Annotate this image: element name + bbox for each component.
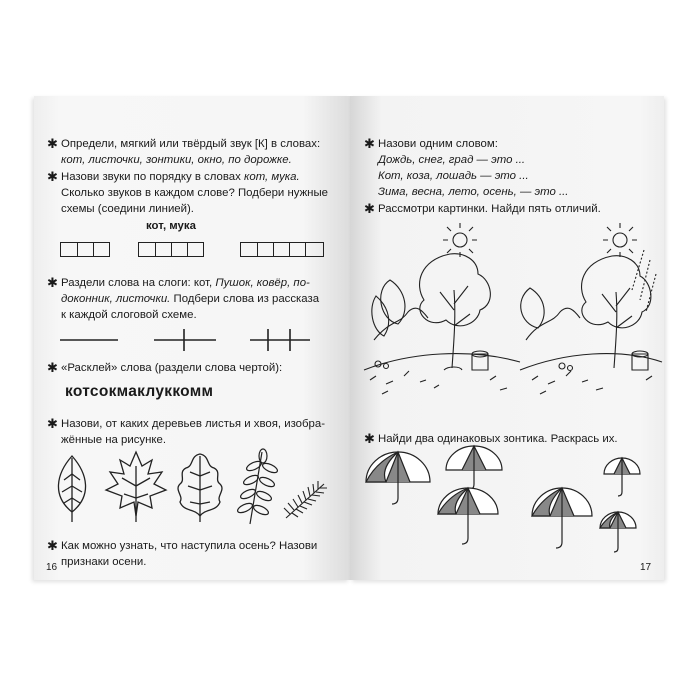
oak-leaf-icon xyxy=(178,454,222,522)
task3-line3: к каждой слоговой схеме. xyxy=(61,309,197,321)
bullet-icon: ✱ xyxy=(47,416,58,431)
rtask1-line2: Дождь, снег, град — это ... xyxy=(378,154,526,166)
bullet-icon: ✱ xyxy=(47,360,58,375)
page-number-left: 16 xyxy=(46,562,58,573)
task6-line1: Как можно узнать, что наступила осень? Назови xyxy=(61,540,318,552)
umbrella-icon xyxy=(438,488,498,544)
rtask2-line1: Рассмотри картинки. Найди пять отличий. xyxy=(378,203,601,215)
task5-line2: жённые на рисунке. xyxy=(61,434,167,446)
bullet-icon: ✱ xyxy=(47,136,58,151)
bullet-icon: ✱ xyxy=(47,538,58,553)
rowan-leaf-icon xyxy=(236,449,278,524)
bullet-icon: ✱ xyxy=(364,431,375,446)
task2-line3: схемы (соедини линией). xyxy=(61,203,194,215)
umbrellas-illustration xyxy=(350,448,664,558)
sound-scheme-3 xyxy=(60,242,110,257)
leaves-illustration xyxy=(34,446,350,526)
page-number-right: 17 xyxy=(640,562,652,573)
sound-scheme-4a xyxy=(138,242,204,257)
task6-line2: признаки осени. xyxy=(61,556,147,568)
open-workbook xyxy=(34,96,664,580)
scene-right xyxy=(520,223,662,394)
task2-line2: Сколько звуков в каждом слове? Подбери нужные xyxy=(61,187,328,199)
umbrella-icon xyxy=(446,446,502,490)
task2-words: кот, мука xyxy=(146,220,196,232)
spruce-branch-icon xyxy=(284,481,327,518)
spot-differences-illustration xyxy=(350,220,664,410)
right-page xyxy=(350,96,664,580)
rtask3-line1: Найди два одинаковых зонтика. Раскрась их. xyxy=(378,433,618,445)
rtask1-line3: Кот, коза, лошадь — это ... xyxy=(378,170,529,182)
left-page xyxy=(34,96,350,580)
sound-scheme-5 xyxy=(240,242,324,257)
task1-line1: Определи, мягкий или твёрдый звук [К] в словах: xyxy=(61,138,321,150)
task2-line1: Назови звуки по порядку в словах кот, мука. xyxy=(61,171,300,183)
umbrella-icon xyxy=(532,488,592,548)
scene-left xyxy=(364,223,520,394)
task4-word: котсокмаклуккомм xyxy=(65,383,214,400)
bullet-icon: ✱ xyxy=(364,201,375,216)
syllable-schemes xyxy=(34,318,350,358)
task5-line1: Назови, от каких деревьев листья и хвоя, изобра- xyxy=(61,418,325,430)
maple-leaf-icon xyxy=(106,452,166,522)
bullet-icon: ✱ xyxy=(364,136,375,151)
umbrella-icon xyxy=(366,452,430,504)
birch-leaf-icon xyxy=(58,456,85,522)
umbrella-icon xyxy=(600,512,636,552)
rtask1-line4: Зима, весна, лето, осень, — это ... xyxy=(378,186,569,198)
bullet-icon: ✱ xyxy=(47,275,58,290)
task1-line2: кот, листочки, зонтики, окно, по дорожке. xyxy=(61,154,292,166)
task4-line1: «Расклей» слова (раздели слова чертой): xyxy=(61,362,283,374)
task3-line1: Раздели слова на слоги: кот, Пушок, ковёр, по- xyxy=(61,277,310,289)
bullet-icon: ✱ xyxy=(47,169,58,184)
task3-line2: доконник, листочки. Подбери слова из рассказа xyxy=(61,293,320,305)
rtask1-line1: Назови одним словом: xyxy=(378,138,498,150)
umbrella-icon xyxy=(604,458,640,496)
